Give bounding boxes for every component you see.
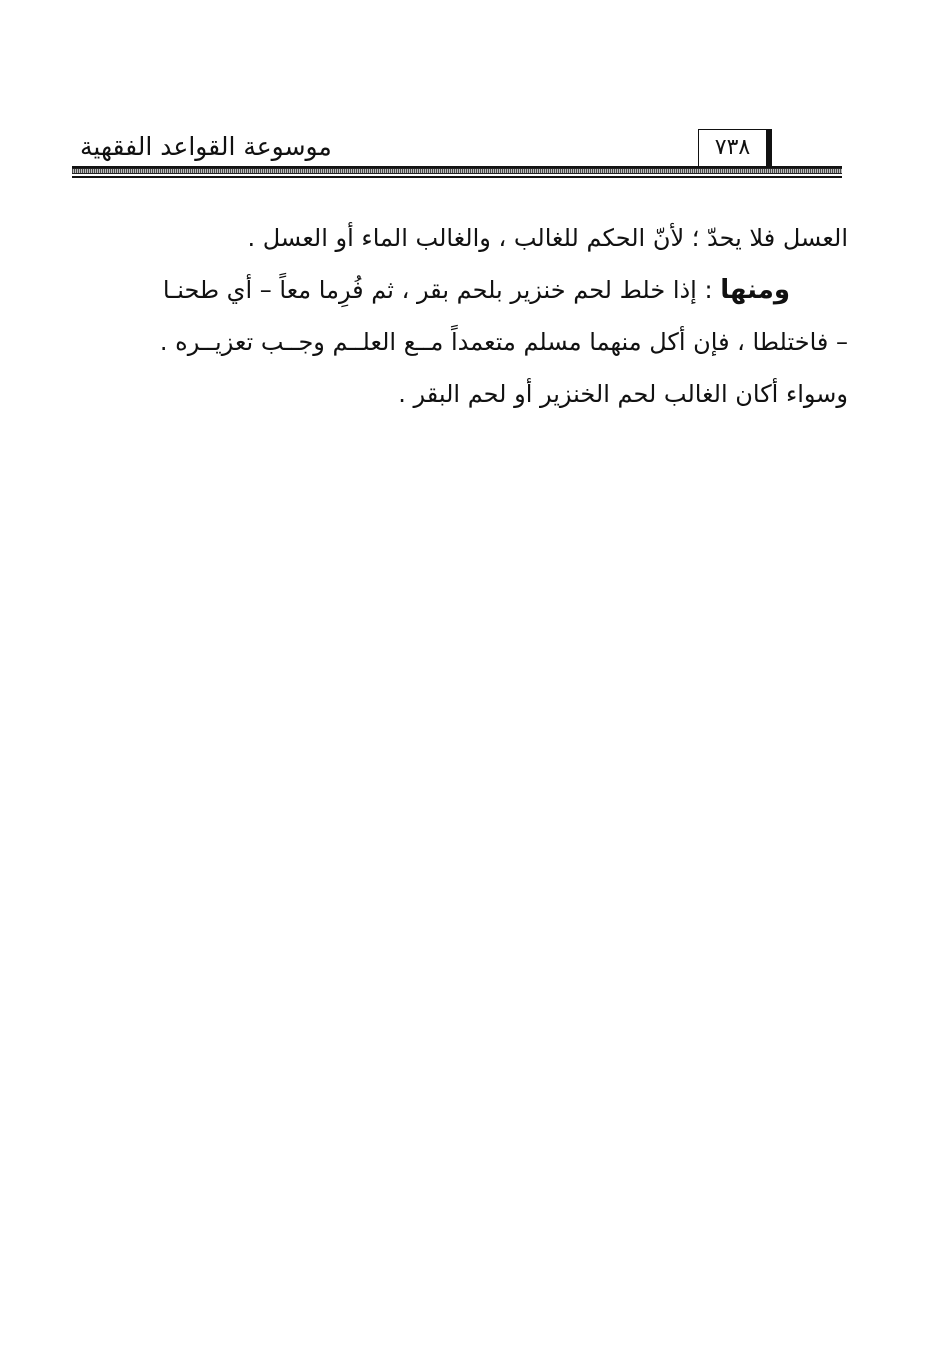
paragraph-line-4: وسواء أكان الغالب لحم الخنزير أو لحم البقر . <box>398 380 848 408</box>
running-title: موسوعة القواعد الفقهية <box>80 132 332 161</box>
paragraph-line-2 <box>72 264 848 316</box>
paragraph-line-2-text: : إذا خلط لحم خنزير بلحم بقر ، ثم فُرِما معاً – أي طحنـا <box>162 276 721 304</box>
body-text <box>72 212 848 420</box>
section-lead-word: ومنها <box>720 275 790 305</box>
paragraph-line-1: العسل فلا يحدّ ؛ لأنّ الحكم للغالب ، والغالب الماء أو العسل . <box>247 224 848 252</box>
header-rule-hatched <box>72 168 842 174</box>
header-rule-bottom <box>72 176 842 178</box>
paragraph-line-3: – فاختلطا ، فإن أكل منهما مسلم متعمداً مــع العلــم وجــب تعزيــره . <box>159 328 848 356</box>
page-number-box <box>698 129 772 167</box>
page-number: ٧٣٨ <box>714 135 751 160</box>
page-header <box>72 120 842 190</box>
